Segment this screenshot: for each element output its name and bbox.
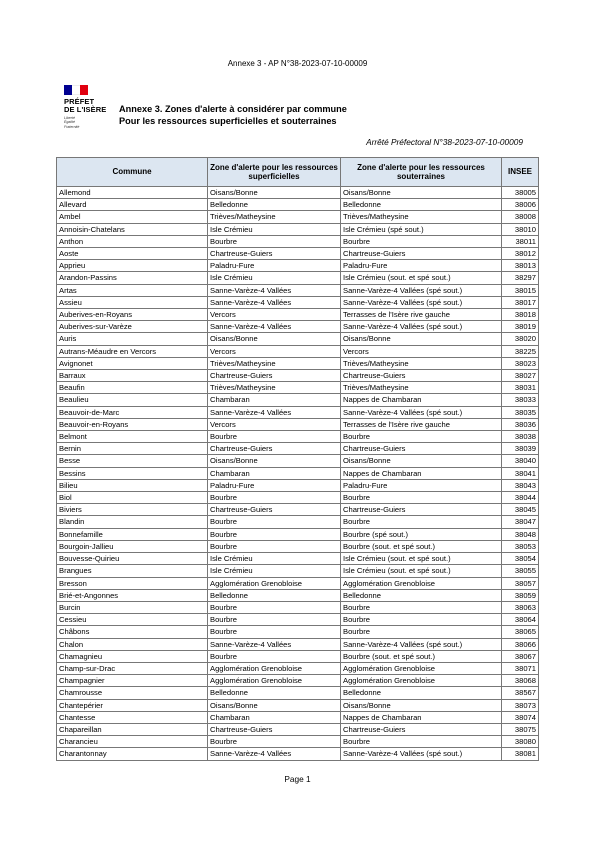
- cell-commune: Bonnefamille: [57, 528, 208, 540]
- table-row: [57, 284, 539, 296]
- cell-insee: 38018: [502, 309, 539, 321]
- cell-zone-souterraines: Belledonne: [341, 199, 502, 211]
- cell-zone-superficielles: Trièves/Matheysine: [208, 382, 341, 394]
- cell-insee: 38080: [502, 736, 539, 748]
- cell-zone-souterraines: Isle Crémieu (sout. et spé sout.): [341, 553, 502, 565]
- cell-commune: Allemond: [57, 187, 208, 199]
- cell-insee: 38033: [502, 394, 539, 406]
- table-row: [57, 357, 539, 369]
- table-row: [57, 736, 539, 748]
- cell-zone-superficielles: Oisans/Bonne: [208, 187, 341, 199]
- cell-zone-souterraines: Chartreuse-Guiers: [341, 723, 502, 735]
- table-body: [57, 187, 539, 761]
- table-row: [57, 187, 539, 199]
- cell-commune: Auberives-en-Royans: [57, 309, 208, 321]
- cell-insee: 38012: [502, 248, 539, 260]
- page-number: Page 1: [284, 774, 311, 784]
- cell-zone-superficielles: Bourbre: [208, 492, 341, 504]
- logo-line-2: DE L'ISÈRE: [64, 105, 107, 114]
- cell-insee: 38063: [502, 601, 539, 613]
- cell-insee: 38010: [502, 223, 539, 235]
- cell-zone-souterraines: Paladru-Fure: [341, 260, 502, 272]
- cell-commune: Chantepérier: [57, 699, 208, 711]
- cell-insee: 38567: [502, 687, 539, 699]
- cell-commune: Champagnier: [57, 675, 208, 687]
- cell-insee: 38075: [502, 723, 539, 735]
- cell-insee: 38064: [502, 614, 539, 626]
- cell-insee: 38038: [502, 431, 539, 443]
- cell-zone-superficielles: Isle Crémieu: [208, 553, 341, 565]
- cell-commune: Chalon: [57, 638, 208, 650]
- table-row: [57, 272, 539, 284]
- cell-commune: Beaulieu: [57, 394, 208, 406]
- table-row: [57, 699, 539, 711]
- cell-zone-superficielles: Sanne-Varèze-4 Vallées: [208, 638, 341, 650]
- cell-zone-superficielles: Vercors: [208, 418, 341, 430]
- cell-insee: 38055: [502, 565, 539, 577]
- cell-zone-superficielles: Vercors: [208, 345, 341, 357]
- cell-zone-superficielles: Bourbre: [208, 736, 341, 748]
- header-insee: INSEE: [502, 158, 539, 187]
- cell-zone-souterraines: Terrasses de l'Isère rive gauche: [341, 418, 502, 430]
- cell-commune: Besse: [57, 455, 208, 467]
- table-row: [57, 516, 539, 528]
- cell-zone-souterraines: Bourbre (sout. et spé sout.): [341, 650, 502, 662]
- table-row: [57, 223, 539, 235]
- cell-zone-superficielles: Paladru-Fure: [208, 260, 341, 272]
- cell-commune: Chapareillan: [57, 723, 208, 735]
- cell-commune: Brié-et-Angonnes: [57, 589, 208, 601]
- cell-commune: Auris: [57, 333, 208, 345]
- cell-commune: Aoste: [57, 248, 208, 260]
- cell-commune: Apprieu: [57, 260, 208, 272]
- cell-commune: Burcin: [57, 601, 208, 613]
- cell-insee: 38074: [502, 711, 539, 723]
- cell-insee: 38041: [502, 467, 539, 479]
- cell-zone-superficielles: Chartreuse-Guiers: [208, 723, 341, 735]
- cell-commune: Beauvoir-de-Marc: [57, 406, 208, 418]
- table-row: [57, 199, 539, 211]
- cell-commune: Charancieu: [57, 736, 208, 748]
- cell-insee: 38071: [502, 662, 539, 674]
- cell-zone-superficielles: Oisans/Bonne: [208, 333, 341, 345]
- cell-insee: 38045: [502, 504, 539, 516]
- table-row: [57, 418, 539, 430]
- table-row: [57, 553, 539, 565]
- arrete-reference: Arrêté Préfectoral N°38-2023-07-10-00009: [366, 137, 523, 147]
- cell-commune: Charantonnay: [57, 748, 208, 760]
- logo-motto: Liberté Égalité Fraternité: [64, 116, 80, 129]
- table-row: [57, 748, 539, 760]
- cell-zone-souterraines: Terrasses de l'Isère rive gauche: [341, 309, 502, 321]
- cell-zone-souterraines: Bourbre: [341, 601, 502, 613]
- cell-zone-souterraines: Trièves/Matheysine: [341, 211, 502, 223]
- cell-commune: Assieu: [57, 296, 208, 308]
- cell-zone-superficielles: Chambaran: [208, 394, 341, 406]
- cell-commune: Bresson: [57, 577, 208, 589]
- cell-zone-superficielles: Chartreuse-Guiers: [208, 443, 341, 455]
- cell-zone-souterraines: Sanne-Varèze-4 Vallées (spé sout.): [341, 284, 502, 296]
- table-row: [57, 638, 539, 650]
- header-zone-souterraines: Zone d'alerte pour les ressources souterraines: [341, 158, 502, 187]
- cell-zone-souterraines: Chartreuse-Guiers: [341, 443, 502, 455]
- cell-zone-superficielles: Vercors: [208, 309, 341, 321]
- cell-zone-souterraines: Sanne-Varèze-4 Vallées (spé sout.): [341, 406, 502, 418]
- cell-zone-souterraines: Oisans/Bonne: [341, 187, 502, 199]
- cell-zone-souterraines: Chartreuse-Guiers: [341, 370, 502, 382]
- cell-commune: Bessins: [57, 467, 208, 479]
- cell-zone-souterraines: Isle Crémieu (sout. et spé sout.): [341, 272, 502, 284]
- cell-zone-superficielles: Sanne-Varèze-4 Vallées: [208, 321, 341, 333]
- table-row: [57, 235, 539, 247]
- cell-insee: 38020: [502, 333, 539, 345]
- table-row: [57, 211, 539, 223]
- cell-zone-superficielles: Bourbre: [208, 614, 341, 626]
- cell-zone-superficielles: Agglomération Grenobloise: [208, 577, 341, 589]
- cell-commune: Bernin: [57, 443, 208, 455]
- cell-insee: 38073: [502, 699, 539, 711]
- cell-insee: 38081: [502, 748, 539, 760]
- cell-insee: 38005: [502, 187, 539, 199]
- table-row: [57, 321, 539, 333]
- cell-zone-souterraines: Belledonne: [341, 589, 502, 601]
- cell-insee: 38031: [502, 382, 539, 394]
- cell-insee: 38036: [502, 418, 539, 430]
- cell-commune: Cessieu: [57, 614, 208, 626]
- cell-zone-superficielles: Bourbre: [208, 650, 341, 662]
- cell-insee: 38013: [502, 260, 539, 272]
- table-row: [57, 723, 539, 735]
- cell-commune: Beaufin: [57, 382, 208, 394]
- cell-insee: 38225: [502, 345, 539, 357]
- french-flag-icon: [64, 85, 88, 95]
- cell-commune: Champ-sur-Drac: [57, 662, 208, 674]
- cell-zone-superficielles: Belledonne: [208, 199, 341, 211]
- cell-zone-superficielles: Paladru-Fure: [208, 479, 341, 491]
- cell-commune: Barraux: [57, 370, 208, 382]
- table-row: [57, 345, 539, 357]
- cell-commune: Auberives-sur-Varèze: [57, 321, 208, 333]
- cell-insee: 38297: [502, 272, 539, 284]
- cell-insee: 38067: [502, 650, 539, 662]
- cell-insee: 38008: [502, 211, 539, 223]
- cell-insee: 38048: [502, 528, 539, 540]
- cell-zone-superficielles: Chartreuse-Guiers: [208, 248, 341, 260]
- table-row: [57, 443, 539, 455]
- cell-zone-souterraines: Trièves/Matheysine: [341, 382, 502, 394]
- cell-zone-superficielles: Bourbre: [208, 516, 341, 528]
- cell-zone-superficielles: Chambaran: [208, 467, 341, 479]
- table-row: [57, 577, 539, 589]
- cell-insee: 38011: [502, 235, 539, 247]
- cell-zone-superficielles: Bourbre: [208, 540, 341, 552]
- cell-zone-souterraines: Bourbre: [341, 235, 502, 247]
- cell-commune: Arandon-Passins: [57, 272, 208, 284]
- cell-zone-superficielles: Chartreuse-Guiers: [208, 504, 341, 516]
- table-row: [57, 248, 539, 260]
- cell-zone-superficielles: Bourbre: [208, 235, 341, 247]
- cell-zone-souterraines: Bourbre: [341, 736, 502, 748]
- cell-commune: Chantesse: [57, 711, 208, 723]
- cell-zone-superficielles: Oisans/Bonne: [208, 455, 341, 467]
- title-line-2: Pour les ressources superficielles et souterraines: [119, 116, 337, 126]
- header-commune: Commune: [57, 158, 208, 187]
- cell-zone-souterraines: Isle Crémieu (sout. et spé sout.): [341, 565, 502, 577]
- cell-zone-souterraines: Oisans/Bonne: [341, 333, 502, 345]
- cell-insee: 38019: [502, 321, 539, 333]
- cell-commune: Blandin: [57, 516, 208, 528]
- table-row: [57, 614, 539, 626]
- cell-insee: 38053: [502, 540, 539, 552]
- cell-zone-superficielles: Bourbre: [208, 626, 341, 638]
- cell-zone-souterraines: Bourbre (spé sout.): [341, 528, 502, 540]
- table-row: [57, 431, 539, 443]
- cell-commune: Biviers: [57, 504, 208, 516]
- prefecture-logo: [64, 85, 114, 129]
- cell-commune: Brangues: [57, 565, 208, 577]
- table-row: [57, 504, 539, 516]
- cell-insee: 38054: [502, 553, 539, 565]
- cell-zone-souterraines: Sanne-Varèze-4 Vallées (spé sout.): [341, 296, 502, 308]
- cell-zone-souterraines: Agglomération Grenobloise: [341, 577, 502, 589]
- cell-zone-souterraines: Vercors: [341, 345, 502, 357]
- cell-zone-souterraines: Chartreuse-Guiers: [341, 504, 502, 516]
- table-row: [57, 589, 539, 601]
- cell-insee: 38059: [502, 589, 539, 601]
- cell-insee: 38027: [502, 370, 539, 382]
- cell-zone-souterraines: Isle Crémieu (spé sout.): [341, 223, 502, 235]
- table-row: [57, 406, 539, 418]
- table-row: [57, 528, 539, 540]
- cell-commune: Beauvoir-en-Royans: [57, 418, 208, 430]
- table-row: [57, 382, 539, 394]
- cell-zone-superficielles: Belledonne: [208, 589, 341, 601]
- cell-insee: 38044: [502, 492, 539, 504]
- cell-zone-souterraines: Agglomération Grenobloise: [341, 662, 502, 674]
- cell-insee: 38068: [502, 675, 539, 687]
- table-row: [57, 675, 539, 687]
- logo-line-1: PRÉFET: [64, 97, 95, 106]
- cell-insee: 38040: [502, 455, 539, 467]
- document-reference: Annexe 3 - AP N°38-2023-07-10-00009: [227, 59, 368, 68]
- cell-zone-superficielles: Isle Crémieu: [208, 565, 341, 577]
- cell-zone-superficielles: Isle Crémieu: [208, 223, 341, 235]
- cell-zone-superficielles: Bourbre: [208, 431, 341, 443]
- cell-zone-souterraines: Oisans/Bonne: [341, 455, 502, 467]
- cell-zone-souterraines: Bourbre: [341, 431, 502, 443]
- cell-insee: 38043: [502, 479, 539, 491]
- cell-zone-superficielles: Bourbre: [208, 601, 341, 613]
- cell-insee: 38023: [502, 357, 539, 369]
- cell-zone-superficielles: Sanne-Varèze-4 Vallées: [208, 296, 341, 308]
- cell-insee: 38057: [502, 577, 539, 589]
- cell-commune: Avignonet: [57, 357, 208, 369]
- cell-zone-superficielles: Agglomération Grenobloise: [208, 662, 341, 674]
- cell-zone-souterraines: Bourbre: [341, 626, 502, 638]
- table-row: [57, 370, 539, 382]
- cell-commune: Bilieu: [57, 479, 208, 491]
- cell-zone-superficielles: Sanne-Varèze-4 Vallées: [208, 284, 341, 296]
- cell-commune: Annoisin-Chatelans: [57, 223, 208, 235]
- cell-commune: Châbons: [57, 626, 208, 638]
- cell-zone-souterraines: Bourbre: [341, 492, 502, 504]
- cell-insee: 38035: [502, 406, 539, 418]
- cell-zone-superficielles: Sanne-Varèze-4 Vallées: [208, 406, 341, 418]
- title-line-1: Annexe 3. Zones d'alerte à considérer par commune: [119, 104, 347, 114]
- cell-insee: 38006: [502, 199, 539, 211]
- cell-zone-souterraines: Bourbre: [341, 614, 502, 626]
- table-row: [57, 565, 539, 577]
- cell-zone-souterraines: Nappes de Chambaran: [341, 467, 502, 479]
- cell-zone-souterraines: Nappes de Chambaran: [341, 711, 502, 723]
- cell-commune: Ambel: [57, 211, 208, 223]
- cell-zone-superficielles: Chambaran: [208, 711, 341, 723]
- cell-zone-souterraines: Oisans/Bonne: [341, 699, 502, 711]
- header-zone-superficielles: Zone d'alerte pour les ressources superficielles: [208, 158, 341, 187]
- table-row: [57, 455, 539, 467]
- cell-zone-souterraines: Belledonne: [341, 687, 502, 699]
- cell-insee: 38015: [502, 284, 539, 296]
- cell-insee: 38017: [502, 296, 539, 308]
- table-row: [57, 687, 539, 699]
- cell-commune: Biol: [57, 492, 208, 504]
- cell-commune: Chamagnieu: [57, 650, 208, 662]
- cell-zone-superficielles: Chartreuse-Guiers: [208, 370, 341, 382]
- table-row: [57, 479, 539, 491]
- cell-insee: 38066: [502, 638, 539, 650]
- cell-commune: Bouvesse-Quirieu: [57, 553, 208, 565]
- cell-insee: 38047: [502, 516, 539, 528]
- table-row: [57, 492, 539, 504]
- cell-commune: Allevard: [57, 199, 208, 211]
- cell-commune: Bourgoin-Jallieu: [57, 540, 208, 552]
- cell-zone-souterraines: Agglomération Grenobloise: [341, 675, 502, 687]
- cell-zone-souterraines: Nappes de Chambaran: [341, 394, 502, 406]
- cell-commune: Autrans-Méaudre en Vercors: [57, 345, 208, 357]
- table-row: [57, 650, 539, 662]
- cell-zone-souterraines: Bourbre: [341, 516, 502, 528]
- cell-zone-superficielles: Trièves/Matheysine: [208, 211, 341, 223]
- table-row: [57, 309, 539, 321]
- table-row: [57, 394, 539, 406]
- table-header-row: [57, 158, 539, 187]
- cell-zone-souterraines: Trièves/Matheysine: [341, 357, 502, 369]
- cell-zone-superficielles: Trièves/Matheysine: [208, 357, 341, 369]
- cell-commune: Anthon: [57, 235, 208, 247]
- table-row: [57, 540, 539, 552]
- cell-zone-souterraines: Sanne-Varèze-4 Vallées (spé sout.): [341, 638, 502, 650]
- cell-commune: Chamrousse: [57, 687, 208, 699]
- table-row: [57, 467, 539, 479]
- cell-insee: 38039: [502, 443, 539, 455]
- cell-zone-souterraines: Sanne-Varèze-4 Vallées (spé sout.): [341, 748, 502, 760]
- table-row: [57, 711, 539, 723]
- table-row: [57, 626, 539, 638]
- cell-zone-souterraines: Bourbre (sout. et spé sout.): [341, 540, 502, 552]
- table-row: [57, 333, 539, 345]
- cell-zone-superficielles: Sanne-Varèze-4 Vallées: [208, 748, 341, 760]
- table-row: [57, 260, 539, 272]
- cell-insee: 38065: [502, 626, 539, 638]
- cell-zone-souterraines: Paladru-Fure: [341, 479, 502, 491]
- table-row: [57, 296, 539, 308]
- table-row: [57, 601, 539, 613]
- document-title: [119, 103, 347, 127]
- cell-commune: Belmont: [57, 431, 208, 443]
- cell-zone-souterraines: Sanne-Varèze-4 Vallées (spé sout.): [341, 321, 502, 333]
- cell-zone-superficielles: Isle Crémieu: [208, 272, 341, 284]
- cell-zone-souterraines: Chartreuse-Guiers: [341, 248, 502, 260]
- cell-zone-superficielles: Belledonne: [208, 687, 341, 699]
- cell-zone-superficielles: Oisans/Bonne: [208, 699, 341, 711]
- table-row: [57, 662, 539, 674]
- cell-zone-superficielles: Bourbre: [208, 528, 341, 540]
- cell-zone-superficielles: Agglomération Grenobloise: [208, 675, 341, 687]
- communes-table: [56, 157, 539, 761]
- cell-commune: Artas: [57, 284, 208, 296]
